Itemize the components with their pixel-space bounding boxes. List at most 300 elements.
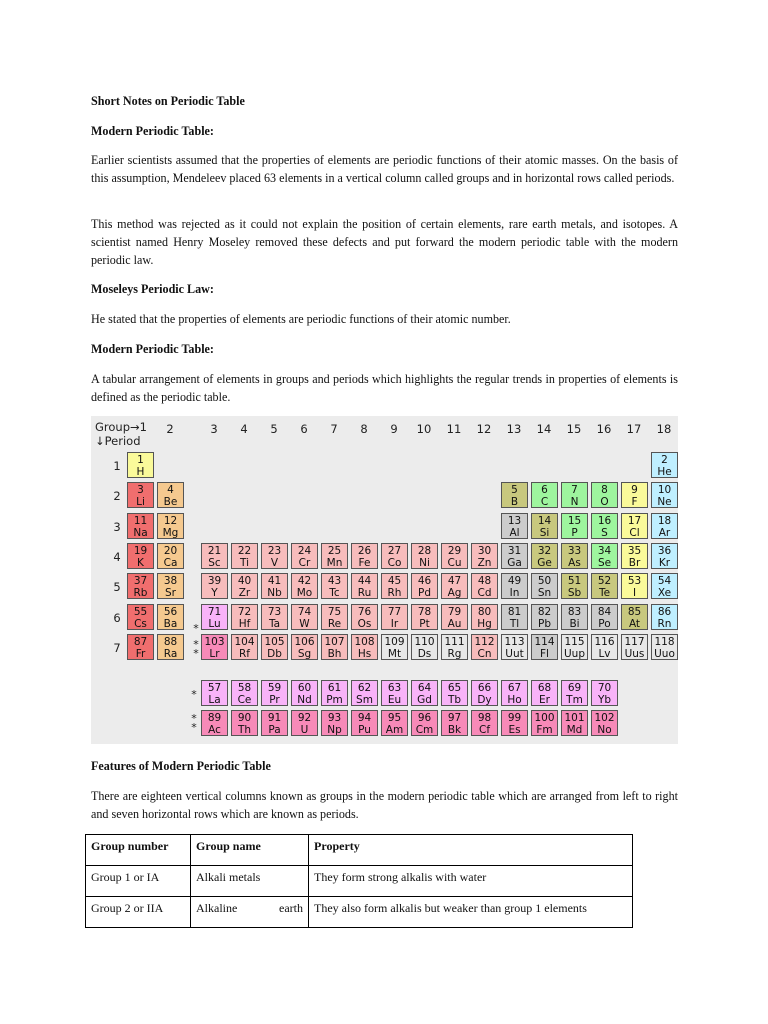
period-number-label: 3 — [113, 519, 121, 534]
element-symbol: Ga — [507, 556, 522, 569]
element-symbol: Bh — [327, 647, 342, 660]
element-cell — [231, 604, 258, 630]
atomic-number: 79 — [447, 605, 462, 618]
group-number-label: 7 — [330, 422, 338, 436]
element-cell — [591, 710, 618, 736]
header-property: Property — [309, 835, 633, 866]
element-symbol: Dy — [477, 694, 492, 706]
element-cell — [591, 543, 618, 569]
atomic-number: 4 — [167, 484, 174, 497]
atomic-number: 21 — [207, 544, 222, 557]
element-symbol: Sr — [165, 587, 176, 600]
element-cell — [411, 680, 438, 706]
periodic-table-image — [91, 416, 678, 744]
atomic-number: 76 — [357, 605, 372, 618]
element-cell — [411, 543, 438, 569]
element-cell — [501, 604, 528, 630]
atomic-number: 86 — [657, 605, 672, 618]
atomic-number: 27 — [387, 544, 402, 557]
element-cell — [561, 573, 588, 599]
atomic-number: 30 — [477, 544, 492, 557]
atomic-number: 7 — [571, 484, 578, 497]
element-symbol: Ds — [417, 647, 432, 660]
group-number-label: 16 — [596, 422, 612, 436]
element-symbol: Lu — [208, 617, 221, 630]
atomic-number: 28 — [417, 544, 432, 557]
element-cell — [591, 513, 618, 539]
element-cell — [531, 543, 558, 569]
element-symbol: Ni — [419, 556, 430, 569]
atomic-number: 117 — [624, 635, 645, 648]
atomic-number: 98 — [477, 712, 492, 724]
lanthanide-marker: * — [193, 622, 199, 635]
atomic-number: 112 — [474, 635, 495, 648]
atomic-number: 24 — [297, 544, 312, 557]
atomic-number: 104 — [234, 635, 255, 648]
atomic-number: 89 — [207, 712, 222, 724]
atomic-number: 87 — [133, 635, 148, 648]
element-symbol: Cu — [447, 556, 462, 569]
atomic-number: 105 — [264, 635, 285, 648]
element-cell — [157, 604, 184, 630]
element-cell — [561, 634, 588, 660]
period-number-label: 4 — [113, 549, 121, 564]
element-cell — [501, 482, 528, 508]
element-symbol: Uuo — [654, 647, 675, 660]
table-cell: Group 2 or IIA — [86, 897, 191, 928]
atomic-number: 44 — [357, 575, 372, 588]
atomic-number: 109 — [384, 635, 405, 648]
element-symbol: Y — [211, 587, 218, 600]
element-cell — [157, 543, 184, 569]
atomic-number: 13 — [507, 514, 522, 527]
group-number-label: 4 — [240, 422, 248, 436]
actinide-row-marker: * * — [191, 712, 197, 734]
element-cell — [351, 573, 378, 599]
element-cell — [291, 710, 318, 736]
element-symbol: Pd — [418, 587, 431, 600]
atomic-number: 37 — [133, 575, 148, 588]
atomic-number: 100 — [534, 712, 555, 724]
element-symbol: Ti — [239, 556, 249, 569]
atomic-number: 34 — [597, 544, 612, 557]
element-symbol: Bk — [447, 724, 462, 736]
element-symbol: He — [657, 466, 672, 478]
element-cell — [471, 573, 498, 599]
element-cell — [261, 543, 288, 569]
element-cell — [157, 513, 184, 539]
atomic-number: 29 — [447, 544, 462, 557]
atomic-number: 57 — [207, 682, 222, 694]
atomic-number: 96 — [417, 712, 432, 724]
element-symbol: Rf — [239, 647, 250, 660]
element-symbol: Rn — [657, 617, 672, 630]
element-symbol: Tc — [329, 587, 340, 600]
element-cell — [591, 482, 618, 508]
element-symbol: Zn — [477, 556, 492, 569]
element-symbol: Rg — [447, 647, 462, 660]
atomic-number: 33 — [567, 544, 582, 557]
element-cell — [127, 634, 154, 660]
element-cell — [651, 634, 678, 660]
period-number-label: 7 — [113, 640, 121, 655]
atomic-number: 14 — [537, 514, 552, 527]
atomic-number: 77 — [387, 605, 402, 618]
element-cell — [471, 634, 498, 660]
table-cell: Alkali metals — [191, 866, 309, 897]
atomic-number: 80 — [477, 605, 492, 618]
atomic-number: 59 — [267, 682, 282, 694]
element-cell — [621, 634, 648, 660]
element-symbol: Uut — [505, 647, 524, 660]
atomic-number: 56 — [163, 605, 178, 618]
atomic-number: 41 — [267, 575, 282, 588]
group-number-label: 12 — [476, 422, 492, 436]
element-cell — [441, 710, 468, 736]
element-symbol: Md — [566, 724, 583, 736]
element-cell — [261, 604, 288, 630]
element-symbol: Pt — [419, 617, 430, 630]
atomic-number: 66 — [477, 682, 492, 694]
atomic-number: 39 — [207, 575, 222, 588]
atomic-number: 53 — [627, 575, 642, 588]
element-cell — [531, 710, 558, 736]
element-cell — [651, 604, 678, 630]
element-cell — [261, 573, 288, 599]
element-cell — [127, 482, 154, 508]
atomic-number: 101 — [564, 712, 585, 724]
group-number-label: 10 — [416, 422, 432, 436]
atomic-number: 91 — [267, 712, 282, 724]
element-symbol: N — [570, 496, 579, 509]
element-cell — [291, 573, 318, 599]
element-cell — [201, 573, 228, 599]
group-number-label: 13 — [506, 422, 522, 436]
element-cell — [621, 482, 648, 508]
atomic-number: 106 — [294, 635, 315, 648]
element-cell — [201, 604, 228, 630]
atomic-number: 73 — [267, 605, 282, 618]
element-cell — [351, 543, 378, 569]
group-number-label: 15 — [566, 422, 582, 436]
element-symbol: Na — [133, 526, 148, 539]
element-symbol: Se — [597, 556, 612, 569]
atomic-number: 36 — [657, 544, 672, 557]
element-symbol: Sm — [356, 694, 373, 706]
element-symbol: Cf — [478, 724, 491, 736]
element-cell — [291, 634, 318, 660]
element-symbol: Ru — [357, 587, 372, 600]
element-symbol: Au — [447, 617, 462, 630]
atomic-number: 48 — [477, 575, 492, 588]
element-cell — [127, 604, 154, 630]
element-cell — [127, 452, 154, 478]
element-symbol: Yb — [597, 694, 612, 706]
element-cell — [231, 710, 258, 736]
element-symbol: Ra — [163, 647, 178, 660]
element-cell — [501, 710, 528, 736]
element-cell — [381, 543, 408, 569]
heading-moseleys-law: Moseleys Periodic Law: — [91, 282, 214, 296]
element-symbol: Ar — [658, 526, 671, 539]
element-cell — [561, 482, 588, 508]
element-symbol: Tl — [509, 617, 520, 630]
element-symbol: Np — [327, 724, 342, 736]
element-symbol: Db — [267, 647, 282, 660]
element-symbol: Sn — [537, 587, 552, 600]
element-symbol: Ir — [390, 617, 399, 630]
atomic-number: 88 — [163, 635, 178, 648]
atomic-number: 51 — [567, 575, 582, 588]
period-number-label: 2 — [113, 489, 121, 504]
element-cell — [501, 634, 528, 660]
element-symbol: Be — [163, 496, 178, 509]
atomic-number: 52 — [597, 575, 612, 588]
element-symbol: Cn — [477, 647, 492, 660]
element-cell — [471, 604, 498, 630]
atomic-number: 95 — [387, 712, 402, 724]
atomic-number: 11 — [133, 514, 148, 527]
atomic-number: 40 — [237, 575, 252, 588]
atomic-number: 23 — [267, 544, 282, 557]
element-symbol: Er — [539, 694, 550, 706]
element-cell — [157, 634, 184, 660]
element-symbol: Hf — [238, 617, 251, 630]
element-symbol: Sb — [567, 587, 582, 600]
atomic-number: 12 — [163, 514, 178, 527]
element-cell — [261, 634, 288, 660]
atomic-number: 97 — [447, 712, 462, 724]
element-symbol: Zr — [238, 587, 251, 600]
table-cell: Alkaline earth — [191, 897, 309, 928]
element-cell — [321, 573, 348, 599]
element-cell — [531, 634, 558, 660]
atomic-number: 47 — [447, 575, 462, 588]
paragraph-periodic-law: He stated that the properties of elements are periodic functions of their atomic number. — [91, 312, 511, 326]
atomic-number: 10 — [657, 484, 672, 497]
atomic-number: 92 — [297, 712, 312, 724]
element-cell — [261, 710, 288, 736]
element-cell — [621, 513, 648, 539]
element-cell — [471, 680, 498, 706]
atomic-number: 55 — [133, 605, 148, 618]
element-cell — [381, 680, 408, 706]
element-symbol: At — [628, 617, 641, 630]
element-symbol: Es — [508, 724, 521, 736]
element-symbol: S — [601, 526, 608, 539]
element-symbol: Br — [628, 556, 641, 569]
element-cell — [441, 543, 468, 569]
table-row — [86, 866, 633, 897]
atomic-number: 75 — [327, 605, 342, 618]
atomic-number: 15 — [567, 514, 582, 527]
atomic-number: 46 — [417, 575, 432, 588]
element-symbol: K — [137, 556, 144, 569]
element-symbol: Sg — [297, 647, 312, 660]
table-cell: Group 1 or IA — [86, 866, 191, 897]
element-symbol: No — [597, 724, 612, 736]
document-title: Short Notes on Periodic Table — [91, 94, 245, 108]
element-cell — [201, 680, 228, 706]
atomic-number: 90 — [237, 712, 252, 724]
atomic-number: 118 — [654, 635, 675, 648]
element-symbol: Lr — [209, 647, 220, 660]
element-symbol: Uup — [563, 647, 585, 660]
atomic-number: 19 — [133, 544, 148, 557]
element-cell — [501, 680, 528, 706]
element-symbol: H — [136, 466, 145, 478]
atomic-number: 32 — [537, 544, 552, 557]
table-cell: They also form alkalis but weaker than group 1 elements — [309, 897, 633, 928]
element-cell — [291, 543, 318, 569]
atomic-number: 18 — [657, 514, 672, 527]
element-cell — [531, 573, 558, 599]
element-cell — [201, 634, 228, 660]
element-symbol: Lv — [598, 647, 611, 660]
element-cell — [411, 710, 438, 736]
lanthanide-row-marker: * — [191, 688, 197, 701]
group-number-label: 5 — [270, 422, 278, 436]
element-cell — [591, 634, 618, 660]
heading-features: Features of Modern Periodic Table — [91, 759, 271, 773]
atomic-number: 78 — [417, 605, 432, 618]
atomic-number: 22 — [237, 544, 252, 557]
element-cell — [441, 634, 468, 660]
element-symbol: Eu — [387, 694, 402, 706]
element-symbol: Ne — [657, 496, 672, 509]
element-symbol: Nd — [297, 694, 312, 706]
element-symbol: Fr — [135, 647, 146, 660]
element-symbol: Ho — [507, 694, 522, 706]
element-symbol: Si — [539, 526, 550, 539]
atomic-number: 72 — [237, 605, 252, 618]
element-cell — [501, 573, 528, 599]
element-symbol: Am — [385, 724, 404, 736]
element-cell — [157, 482, 184, 508]
element-cell — [411, 604, 438, 630]
element-symbol: Tm — [566, 694, 583, 706]
atomic-number: 107 — [324, 635, 345, 648]
element-cell — [531, 513, 558, 539]
element-symbol: C — [540, 496, 549, 509]
atomic-number: 8 — [601, 484, 608, 497]
element-cell — [561, 710, 588, 736]
element-symbol: Cl — [629, 526, 640, 539]
atomic-number: 9 — [631, 484, 638, 497]
element-symbol: Cd — [477, 587, 492, 600]
element-symbol: Mn — [326, 556, 343, 569]
element-cell — [531, 680, 558, 706]
element-cell — [651, 543, 678, 569]
group-number-label: 14 — [536, 422, 552, 436]
group-number-label: 3 — [210, 422, 218, 436]
atomic-number: 85 — [627, 605, 642, 618]
element-cell — [291, 680, 318, 706]
atomic-number: 35 — [627, 544, 642, 557]
element-cell — [471, 543, 498, 569]
element-cell — [291, 604, 318, 630]
element-cell — [127, 513, 154, 539]
atomic-number: 16 — [597, 514, 612, 527]
element-cell — [201, 710, 228, 736]
table-cell: They form strong alkalis with water — [309, 866, 633, 897]
element-cell — [321, 543, 348, 569]
element-symbol: Mt — [387, 647, 402, 660]
atomic-number: 71 — [207, 605, 222, 618]
header-group-name: Group name — [191, 835, 309, 866]
element-cell — [531, 482, 558, 508]
element-cell — [381, 634, 408, 660]
heading-modern-periodic-table: Modern Periodic Table: — [91, 124, 214, 138]
atomic-number: 83 — [567, 605, 582, 618]
paragraph-moseley: This method was rejected as it could not explain the position of certain elements, rare earth metals, and isotopes. A scientist named Henry Moseley removed these defects and put forward the modern periodic table with the modern periodic law. — [91, 217, 678, 267]
element-cell — [381, 604, 408, 630]
element-symbol: Re — [327, 617, 342, 630]
element-symbol: B — [510, 496, 519, 509]
element-symbol: Sc — [208, 556, 221, 569]
element-symbol: Mg — [162, 526, 179, 539]
element-symbol: Bi — [569, 617, 580, 630]
period-number-label: 1 — [113, 459, 121, 473]
group-number-label: 9 — [390, 422, 398, 436]
element-symbol: As — [568, 556, 581, 569]
element-cell — [381, 573, 408, 599]
element-symbol: Nb — [267, 587, 282, 600]
atomic-number: 84 — [597, 605, 612, 618]
atomic-number: 82 — [537, 605, 552, 618]
element-cell — [591, 680, 618, 706]
element-symbol: Te — [598, 587, 611, 600]
element-symbol: I — [632, 587, 637, 600]
element-cell — [471, 710, 498, 736]
group-number-label: 18 — [656, 422, 672, 436]
element-cell — [351, 680, 378, 706]
atomic-number: 62 — [357, 682, 372, 694]
atomic-number: 54 — [657, 575, 672, 588]
atomic-number: 43 — [327, 575, 342, 588]
atomic-number: 113 — [504, 635, 525, 648]
element-symbol: Li — [136, 496, 145, 509]
element-symbol: Pm — [326, 694, 343, 706]
atomic-number: 114 — [534, 635, 555, 648]
atomic-number: 3 — [137, 484, 144, 497]
atomic-number: 69 — [567, 682, 582, 694]
atomic-number: 38 — [163, 575, 178, 588]
atomic-number: 25 — [327, 544, 342, 557]
element-cell — [591, 604, 618, 630]
atomic-number: 2 — [661, 454, 668, 466]
element-cell — [231, 543, 258, 569]
element-symbol: Ag — [447, 587, 462, 600]
element-symbol: Uus — [624, 647, 645, 660]
actinide-marker: * * — [193, 638, 199, 660]
paragraph-features: There are eighteen vertical columns known as groups in the modern periodic table which are arranged from left to right and seven horizontal rows which are known as periods. — [91, 789, 678, 821]
element-symbol: Ge — [537, 556, 552, 569]
element-cell — [561, 543, 588, 569]
element-cell — [561, 680, 588, 706]
atomic-number: 60 — [297, 682, 312, 694]
element-cell — [321, 634, 348, 660]
element-cell — [381, 710, 408, 736]
paragraph-tabular-arrangement: A tabular arrangement of elements in groups and periods which highlights the regular trends in properties of elements is defined as the periodic table. — [91, 372, 678, 404]
group-axis-label: Group→1 — [95, 420, 147, 434]
element-cell — [651, 573, 678, 599]
element-symbol: Cs — [134, 617, 147, 630]
atomic-number: 17 — [627, 514, 642, 527]
atomic-number: 81 — [507, 605, 522, 618]
atomic-number: 31 — [507, 544, 522, 557]
element-symbol: Rh — [387, 587, 402, 600]
